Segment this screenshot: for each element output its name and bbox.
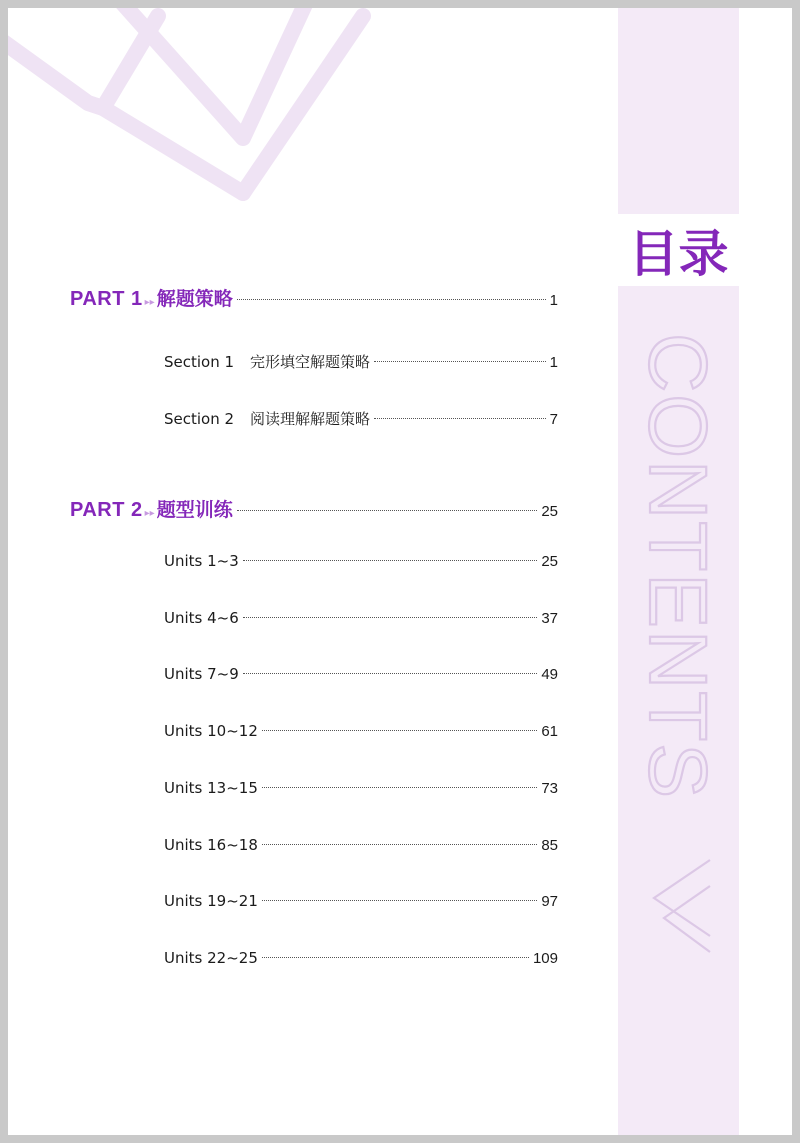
toc-unit[interactable] xyxy=(164,722,558,740)
page-number: 1 xyxy=(549,354,558,371)
toc-section-2[interactable] xyxy=(164,408,558,429)
section-label: Section 1 xyxy=(164,353,235,371)
double-arrow-icon: ▸▸ xyxy=(144,297,155,308)
unit-label: Units 19~21 xyxy=(164,892,258,910)
toc-unit[interactable] xyxy=(164,665,558,683)
dot-leader xyxy=(262,957,529,958)
dot-leader xyxy=(262,730,537,731)
page-number: 61 xyxy=(541,723,558,740)
unit-label: Units 1~3 xyxy=(164,552,239,570)
section-title-zh: 完形填空解题策略 xyxy=(250,353,371,371)
side-band-top xyxy=(618,8,739,214)
dot-leader xyxy=(237,510,538,511)
page-number: 97 xyxy=(541,893,558,910)
dot-leader xyxy=(243,560,538,561)
toc-unit[interactable] xyxy=(164,892,558,910)
dot-leader xyxy=(262,787,537,788)
part-title: 解题策略 xyxy=(156,288,233,310)
unit-label: Units 10~12 xyxy=(164,722,258,740)
section-title-zh: 阅读理解解题策略 xyxy=(250,410,371,428)
toc-unit[interactable] xyxy=(164,949,558,967)
page-number: 49 xyxy=(541,666,558,683)
page-number: 85 xyxy=(541,837,558,854)
page-title: 目录 xyxy=(628,225,729,283)
page-number: 25 xyxy=(541,503,558,520)
unit-label: Units 22~25 xyxy=(164,949,258,967)
toc-page xyxy=(8,8,792,1135)
toc-unit[interactable] xyxy=(164,779,558,797)
section-title xyxy=(164,408,370,429)
unit-label: Units 7~9 xyxy=(164,665,239,683)
page-number: 7 xyxy=(549,411,558,428)
toc-unit[interactable] xyxy=(164,552,558,570)
double-chevron-icon xyxy=(648,856,718,966)
dot-leader xyxy=(374,418,546,419)
toc-unit[interactable] xyxy=(164,836,558,854)
contents-word-text: CONTENTS xyxy=(632,333,723,800)
dot-leader xyxy=(262,844,537,845)
dot-leader xyxy=(374,361,546,362)
open-book-icon xyxy=(8,8,388,218)
toc-section-1[interactable] xyxy=(164,351,558,372)
toc-part-1[interactable] xyxy=(70,284,558,311)
toc-part-2[interactable] xyxy=(70,495,558,522)
section-label: Section 2 xyxy=(164,410,235,428)
unit-label: Units 4~6 xyxy=(164,609,239,627)
dot-leader xyxy=(262,900,537,901)
section-title xyxy=(164,351,370,372)
part-label: PART 2 xyxy=(70,499,143,521)
page-number: 25 xyxy=(541,553,558,570)
unit-label: Units 13~15 xyxy=(164,779,258,797)
part-title: 题型训练 xyxy=(156,499,233,521)
page-number: 109 xyxy=(532,950,558,967)
page-number: 37 xyxy=(541,610,558,627)
toc-unit[interactable] xyxy=(164,609,558,627)
part-label: PART 1 xyxy=(70,288,143,310)
double-arrow-icon: ▸▸ xyxy=(144,508,155,519)
dot-leader xyxy=(237,299,546,300)
unit-label: Units 16~18 xyxy=(164,836,258,854)
page-number: 73 xyxy=(541,780,558,797)
dot-leader xyxy=(243,617,538,618)
page-number: 1 xyxy=(549,292,558,309)
dot-leader xyxy=(243,673,538,674)
